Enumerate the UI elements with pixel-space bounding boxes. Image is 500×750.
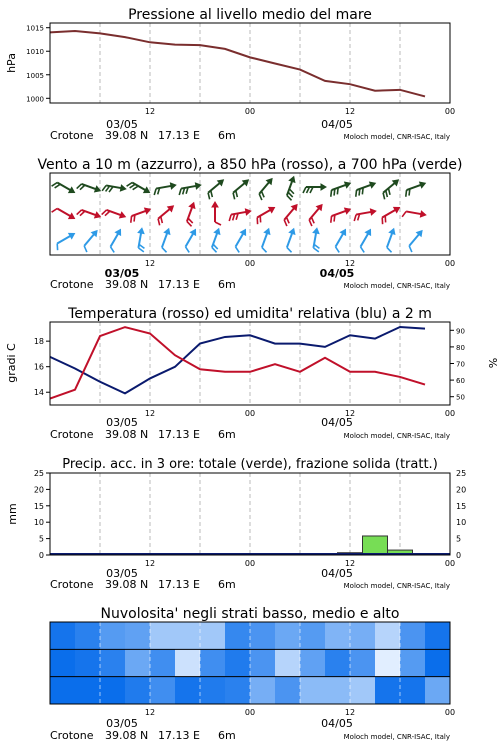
- cloud-cell: [425, 649, 451, 676]
- precip-date-1: 03/05: [106, 567, 138, 580]
- wind-barb: [153, 182, 177, 195]
- wind-barb-flag: [234, 247, 241, 253]
- location-name: Crotone: [50, 129, 94, 142]
- wind-barb-flag: [303, 187, 306, 193]
- wind-barb: [128, 206, 153, 222]
- pressure-title: Pressione al livello medio del mare: [128, 7, 372, 23]
- location-lon: 17.13 E: [158, 729, 200, 742]
- location-name: Crotone: [50, 278, 94, 291]
- cloud-cell: [175, 649, 201, 676]
- precip-location: [50, 578, 450, 591]
- humidity-y-tick-label: 90: [456, 327, 465, 336]
- wind-location: [50, 278, 450, 291]
- temperature-title: Temperatura (rosso) ed umidita' relativa (blu) a 2 m: [68, 306, 432, 322]
- temperature-x-tick-label: 00: [244, 409, 256, 418]
- wind-barb-flag: [261, 247, 268, 252]
- wind-barb: [183, 202, 199, 227]
- wind-barb-head: [214, 228, 221, 235]
- wind-barb-flag: [354, 190, 359, 197]
- wind-barb-flag: [386, 247, 393, 252]
- location-lat: 39.08 N: [105, 578, 149, 591]
- precip-y-tick-label-right: 5: [456, 534, 462, 544]
- cloud-cell: [50, 677, 76, 704]
- wind-date-1: 03/05: [104, 267, 140, 280]
- wind-barb: [258, 228, 274, 253]
- wind-barb: [356, 228, 375, 252]
- wind-barb: [135, 228, 148, 252]
- cloud-cell: [325, 649, 351, 676]
- location-name: Crotone: [50, 578, 94, 591]
- pressure-x-tick-label: 12: [344, 107, 356, 116]
- model-credit: Moloch model, CNR-ISAC, Italy: [343, 282, 450, 290]
- wind-barb: [402, 208, 426, 221]
- wind-barb: [158, 228, 174, 253]
- humidity-ylabel: %: [486, 357, 499, 369]
- wind-barb-flag: [129, 216, 134, 223]
- model-credit: Moloch model, CNR-ISAC, Italy: [343, 133, 450, 141]
- temperature-x-tick-label: 12: [344, 409, 356, 418]
- location-lat: 39.08 N: [105, 729, 149, 742]
- cloud-date-2: 04/05: [321, 717, 353, 730]
- pressure-y-tick-label: 1005: [26, 71, 44, 80]
- cloud-cell: [225, 622, 251, 649]
- precip-ylabel: mm: [6, 503, 19, 525]
- pressure-line: [50, 31, 425, 96]
- precip-y-tick-label: 0: [38, 551, 44, 560]
- cloud-cell: [150, 677, 176, 704]
- model-credit: Moloch model, CNR-ISAC, Italy: [343, 432, 450, 440]
- wind-barb-head: [365, 228, 373, 235]
- wind-barb: [353, 208, 377, 221]
- cloud-cell: [275, 622, 301, 649]
- precip-y-tick-label-right: 15: [456, 501, 467, 511]
- cloud-cell: [375, 677, 401, 704]
- cloud-cell: [200, 677, 226, 704]
- wind-barb-flag: [404, 190, 409, 197]
- cloud-cell: [100, 677, 126, 704]
- wind-barb: [331, 228, 350, 252]
- wind-barb-head: [321, 184, 326, 190]
- cloud-cell: [200, 649, 226, 676]
- location-elevation: 6m: [218, 578, 236, 591]
- location-elevation: 6m: [218, 129, 236, 142]
- wind-barb-head: [138, 228, 145, 234]
- model-credit: Moloch model, CNR-ISAC, Italy: [343, 733, 450, 741]
- pressure-x-tick-label: 00: [444, 107, 456, 116]
- wind-barb-flag: [353, 215, 357, 221]
- wind-barb: [52, 204, 76, 223]
- wind-barb-head: [289, 176, 296, 183]
- precip-x-tick-label: 00: [444, 559, 456, 568]
- panel-precipitation: [6, 457, 466, 591]
- panel-pressure: [5, 7, 455, 142]
- wind-barb: [106, 228, 125, 252]
- wind-barb-flag: [380, 218, 386, 225]
- wind-barb-head: [313, 228, 320, 234]
- cloud-cell: [175, 622, 201, 649]
- wind-barb: [80, 229, 102, 252]
- wind-x-tick-label: 00: [444, 259, 456, 268]
- cloud-x-tick-label: 00: [244, 708, 256, 717]
- panel-temperature-humidity: [5, 306, 499, 441]
- wind-barb-head: [212, 202, 218, 207]
- cloud-cell: [125, 649, 151, 676]
- wind-barb: [204, 178, 227, 200]
- wind-barb-flag: [286, 247, 293, 252]
- cloud-cell: [150, 649, 176, 676]
- wind-barb: [102, 182, 126, 195]
- wind-barb-head: [269, 205, 276, 213]
- humidity-y-tick-label: 70: [456, 360, 465, 369]
- cloud-cell: [75, 649, 101, 676]
- location-elevation: 6m: [218, 428, 236, 441]
- wind-barb: [228, 208, 252, 221]
- humidity-y-tick-label: 60: [456, 377, 465, 386]
- cloud-cell: [375, 622, 401, 649]
- cloud-cell: [400, 622, 426, 649]
- cloud-cell: [350, 649, 376, 676]
- wind-barb-head: [115, 228, 123, 235]
- wind-barb-flag: [359, 247, 366, 253]
- wind-barb: [77, 180, 102, 196]
- wind-barb-head: [120, 185, 126, 192]
- precip-y-tick-label: 10: [33, 518, 44, 528]
- wind-barb-head: [370, 208, 376, 215]
- wind-barb: [255, 177, 277, 200]
- wind-barb: [102, 206, 127, 222]
- wind-barb-flag: [161, 247, 168, 252]
- cloud-title: Nuvolosita' negli strati basso, medio e alto: [100, 606, 400, 622]
- wind-barb: [403, 180, 428, 196]
- wind-barb-flag: [153, 189, 157, 195]
- precip-y-tick-label: 25: [33, 469, 44, 478]
- pressure-y-tick-label: 1015: [26, 24, 44, 33]
- wind-barb: [283, 228, 299, 253]
- cloud-cell: [275, 649, 301, 676]
- precip-y-tick-label: 20: [33, 485, 44, 495]
- wind-barb-flag: [109, 247, 116, 253]
- precip-y-tick-label-right: 10: [456, 518, 467, 528]
- temperature-x-tick-label: 00: [444, 409, 456, 418]
- wind-barb: [328, 180, 353, 196]
- wind-barb: [178, 182, 202, 195]
- cloud-location: [50, 729, 450, 742]
- wind-barb: [253, 205, 277, 224]
- pressure-location: [50, 129, 450, 142]
- wind-barb-flag: [255, 218, 261, 225]
- temperature-y-tick-label: 14: [33, 388, 44, 398]
- cloud-cell: [225, 677, 251, 704]
- cloud-cell: [50, 622, 76, 649]
- cloud-cell: [100, 649, 126, 676]
- model-credit: Moloch model, CNR-ISAC, Italy: [343, 582, 450, 590]
- wind-barb-flag: [215, 222, 221, 225]
- temperature-date-1: 03/05: [106, 416, 138, 429]
- wind-barb: [181, 228, 200, 252]
- cloud-cell: [300, 677, 326, 704]
- wind-barb-head: [190, 228, 198, 235]
- wind-barb-head: [264, 228, 271, 235]
- wind-barb-head: [420, 180, 427, 187]
- precip-y-tick-label-right: 20: [456, 485, 467, 495]
- cloud-cell: [250, 677, 276, 704]
- wind-barb: [379, 178, 402, 200]
- cloud-x-tick-label: 00: [444, 708, 456, 717]
- wind-barb-flag: [184, 247, 191, 253]
- location-elevation: 6m: [218, 729, 236, 742]
- precip-y-tick-label: 5: [38, 534, 44, 544]
- wind-barb: [283, 176, 299, 201]
- temperature-y-tick-label: 18: [33, 337, 44, 347]
- cloud-cell: [400, 649, 426, 676]
- wind-barb: [310, 228, 323, 252]
- cloud-cell: [300, 622, 326, 649]
- precip-date-2: 04/05: [321, 567, 353, 580]
- cloud-cell: [225, 649, 251, 676]
- wind-barb-flag: [55, 244, 61, 251]
- cloud-cell: [350, 677, 376, 704]
- cloud-cell: [325, 677, 351, 704]
- temperature-x-tick-label: 12: [144, 409, 156, 418]
- wind-barb: [127, 178, 151, 197]
- wind-barb: [229, 178, 252, 200]
- precip-bar: [363, 536, 388, 555]
- cloud-cell: [200, 622, 226, 649]
- location-lon: 17.13 E: [158, 428, 200, 441]
- wind-barb-flag: [402, 211, 406, 217]
- wind-barb: [378, 205, 402, 224]
- precip-y-tick-label-right: 0: [456, 551, 462, 560]
- precip-x-tick-label: 00: [244, 559, 256, 568]
- cloud-cell: [350, 622, 376, 649]
- location-name: Crotone: [50, 729, 94, 742]
- precip-y-tick-label: 15: [33, 501, 44, 511]
- wind-barb: [77, 206, 102, 222]
- cloud-cell: [425, 622, 451, 649]
- humidity-line: [50, 327, 425, 393]
- panel-wind: [37, 157, 462, 291]
- cloud-cell: [325, 622, 351, 649]
- wind-barb-flag: [228, 215, 232, 221]
- wind-barb: [208, 228, 224, 253]
- pressure-x-tick-label: 12: [144, 107, 156, 116]
- wind-barb: [305, 203, 327, 226]
- wind-barb: [328, 206, 353, 222]
- cloud-x-tick-label: 12: [144, 708, 156, 717]
- pressure-date-2: 04/05: [321, 118, 353, 131]
- cloud-cell: [75, 622, 101, 649]
- cloud-cell: [75, 677, 101, 704]
- cloud-cell: [125, 677, 151, 704]
- wind-barb-head: [189, 202, 196, 209]
- wind-barb-flag: [329, 190, 334, 197]
- wind-barb-head: [69, 231, 76, 239]
- cloud-cell: [175, 677, 201, 704]
- wind-barb-head: [69, 213, 76, 221]
- location-lat: 39.08 N: [105, 129, 149, 142]
- pressure-ylabel: hPa: [5, 53, 18, 73]
- cloud-cell: [375, 649, 401, 676]
- wind-barb-head: [389, 228, 396, 235]
- location-lon: 17.13 E: [158, 578, 200, 591]
- cloud-cell: [150, 622, 176, 649]
- panel-cloud-cover: [50, 606, 455, 742]
- cloud-cell: [100, 622, 126, 649]
- wind-x-tick-label: 12: [344, 259, 356, 268]
- wind-barb: [53, 231, 77, 250]
- wind-barb: [212, 202, 221, 225]
- cloud-cell: [50, 649, 76, 676]
- wind-barb-head: [340, 228, 348, 235]
- wind-barb: [383, 228, 399, 253]
- precip-x-tick-label: 12: [344, 559, 356, 568]
- wind-barb: [303, 184, 326, 193]
- wind-barb-head: [170, 182, 176, 189]
- wind-title: Vento a 10 m (azzurro), a 850 hPa (rosso), a 700 hPa (verde): [37, 157, 463, 173]
- wind-barb: [353, 180, 378, 196]
- wind-barb-flag: [82, 246, 89, 252]
- cloud-x-tick-label: 12: [344, 708, 356, 717]
- wind-barb-head: [120, 212, 127, 219]
- humidity-y-tick-label: 50: [456, 393, 465, 402]
- temperature-location: [50, 428, 450, 441]
- pressure-y-tick-label: 1000: [26, 95, 44, 104]
- temperature-y-tick-label: 16: [33, 362, 44, 372]
- location-lat: 39.08 N: [105, 278, 149, 291]
- temperature-date-2: 04/05: [321, 416, 353, 429]
- wind-barb: [231, 228, 250, 252]
- cloud-cell: [275, 677, 301, 704]
- cloud-cell: [125, 622, 151, 649]
- wind-x-tick-label: 00: [244, 259, 256, 268]
- wind-barb: [154, 204, 177, 226]
- wind-x-tick-label: 12: [144, 259, 156, 268]
- wind-date-2: 04/05: [319, 267, 355, 280]
- cloud-cell: [300, 649, 326, 676]
- location-name: Crotone: [50, 428, 94, 441]
- location-lon: 17.13 E: [158, 129, 200, 142]
- pressure-y-tick-label: 1010: [26, 48, 44, 57]
- location-lon: 17.13 E: [158, 278, 200, 291]
- wind-barb-flag: [52, 207, 58, 214]
- precip-x-tick-label: 12: [144, 559, 156, 568]
- wind-barb-head: [370, 180, 377, 187]
- wind-barb-head: [240, 228, 248, 235]
- precip-title: Precip. acc. in 3 ore: totale (verde), frazione solida (tratt.): [62, 457, 438, 472]
- wind-barb-head: [420, 211, 426, 218]
- wind-barb: [52, 178, 76, 197]
- location-elevation: 6m: [218, 278, 236, 291]
- wind-barb: [280, 203, 302, 226]
- cloud-date-1: 03/05: [106, 717, 138, 730]
- wind-barb-head: [289, 228, 296, 235]
- cloud-cell: [250, 622, 276, 649]
- cloud-cell: [250, 649, 276, 676]
- cloud-cell: [425, 677, 451, 704]
- wind-barb-flag: [334, 247, 341, 253]
- wind-barb-head: [164, 228, 171, 235]
- location-lat: 39.08 N: [105, 428, 149, 441]
- wind-barb-head: [69, 187, 76, 195]
- wind-barb-flag: [178, 189, 182, 195]
- pressure-x-tick-label: 00: [244, 107, 256, 116]
- temperature-ylabel: gradi C: [5, 343, 18, 383]
- precip-plot-frame: [50, 473, 450, 555]
- wind-barb: [405, 229, 427, 252]
- cloud-cell: [400, 677, 426, 704]
- humidity-y-tick-label: 80: [456, 343, 465, 352]
- wind-barb-flag: [407, 246, 414, 252]
- pressure-date-1: 03/05: [106, 118, 138, 131]
- precip-y-tick-label-right: 25: [456, 469, 467, 478]
- wind-barb-flag: [329, 216, 334, 223]
